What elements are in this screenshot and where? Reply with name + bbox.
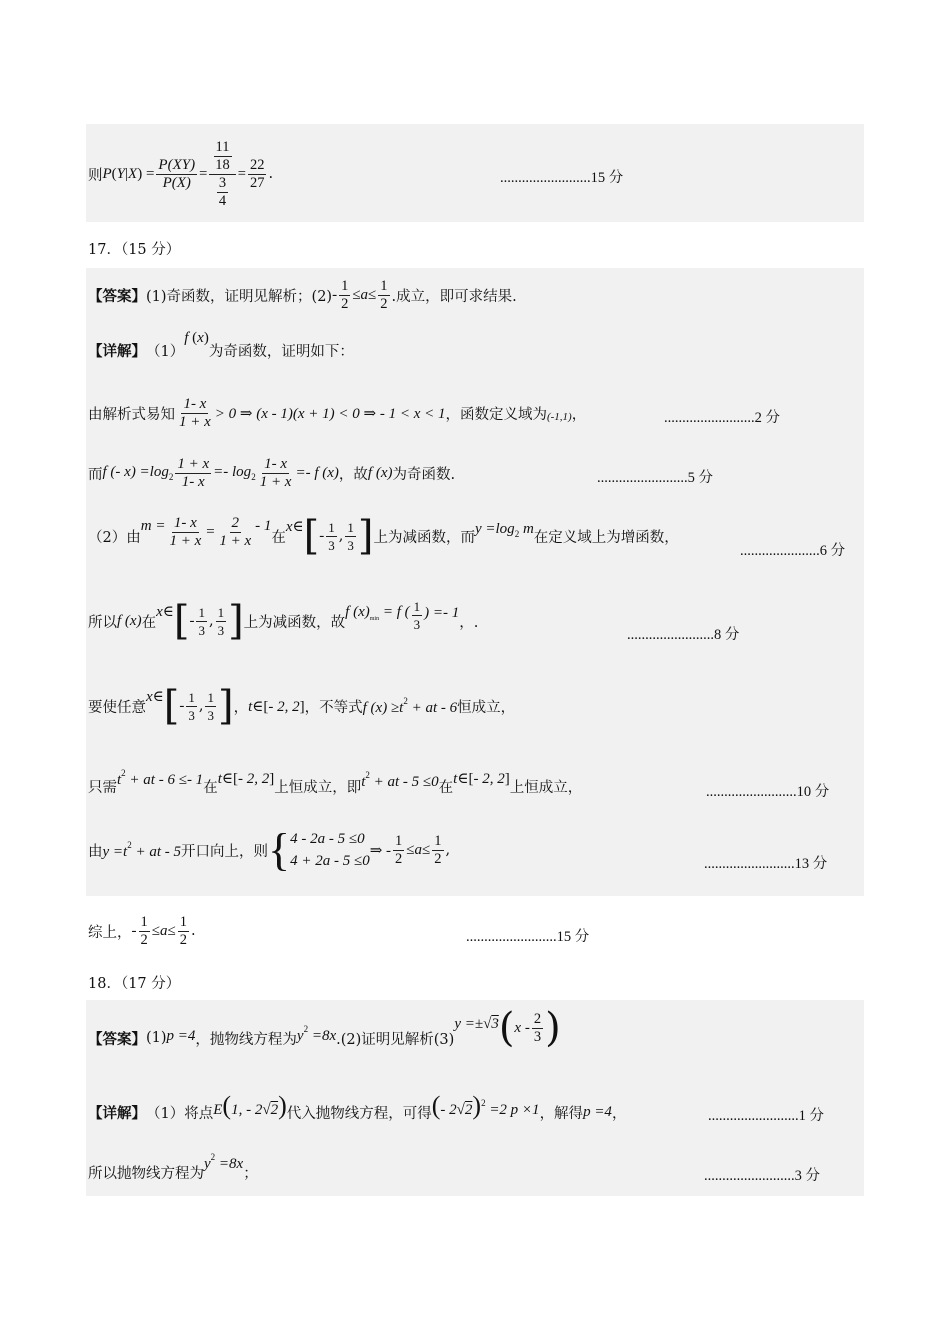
q17-score-8: ........................8 分 xyxy=(627,627,740,643)
q18-detail-line: 【详解】 （1）将点 E(1, - 2√2) 代入抛物线方程，可得 (- 2√2)$^2$ =2 p ×1 ，解得 p =4 ， xyxy=(88,1091,627,1122)
top-prefix: 则 xyxy=(88,167,103,184)
top-score: .........................15 分 xyxy=(500,170,624,186)
top-formula-line: 则 P(Y|X) = $\frac{P(XY)}{P(X)}$ = $\frac{\frac{11}{18}}{\frac{3}{4}}$ = $\frac{22}{27}$ . xyxy=(88,138,274,209)
q17-summary-line: 综上， - $\frac{1}{2}$ ≤a≤ $\frac{1}{2}$ . xyxy=(88,913,196,948)
q18-header: 18．（17 分） xyxy=(88,976,181,992)
q17-condition-line: 要使任意 x∈ [ - $\frac{1}{3}$ , $\frac{1}{3}$ ] ， t∈[- 2, 2] ，不等式 f $(x) \ge t^2$ + at - 6 恒成立， xyxy=(88,683,516,729)
q17-odd-line: 而 f (- $x) =\log_2$ $\frac{1 + x}{1- x}$ =- $\log_2$ $\frac{1- x}{1 + x}$ =- f (x) ，故 f (x) 为奇函数. xyxy=(88,455,456,490)
q17-score-15: .........................15 分 xyxy=(466,929,590,945)
top-compound-frac: $\frac{\frac{11}{18}}{\frac{3}{4}}$ xyxy=(209,139,236,210)
q17-min-line: 所以 f (x) 在 x∈ [ - $\frac{1}{3}$ , $\frac{1}{3}$ ] 上为减函数，故 f $(x)_{min} = f$ ( $\frac{1}{3}$ ) =- 1 ，. xyxy=(88,598,479,644)
q17-system-line: 由 $y =t^2$ + at - 5 开口向上，则 { 4 - 2a - 5 ≤0 4 + 2a - 5 ≤0 ⇒ - $\frac{1}{2}$ ≤a≤ $\frac{1}{2}$ , xyxy=(88,824,451,875)
q17-domain-line: 由解析式易知 $\frac{1- x}{1 + x}$ > 0 ⇒ (x - 1)(x + 1) < 0 ⇒ - 1 < x < 1 ，函数定义域为 (-1,1) ， xyxy=(88,395,587,430)
q17-header: 17．（15 分） xyxy=(88,242,181,258)
q18-score-3: .........................3 分 xyxy=(704,1168,820,1184)
q18-answer-line: 【答案】 (1) p =4 ，抛物线方程为 $y^2 =8x$ .(2)证明见解析(3) y =±√3 ( x - $\frac{2}{3}$ ) xyxy=(88,1005,561,1051)
inequality-system: { 4 - 2a - 5 ≤0 4 + 2a - 5 ≤0 xyxy=(268,824,370,875)
q17-detail-line: 【详解】 （1） f (x) 为奇函数，证明如下： xyxy=(88,329,354,360)
q17-monotone-line: （2）由 m = $\frac{1- x}{1 + x}$ = $\frac{2}{1 + x}$ - 1 在 x∈ [ - $\frac{1}{3}$ , $\frac{1}{3}$ ] 上为减函数，而 $y =\log_2$ m 在定义域上为增函数， xyxy=(88,513,679,559)
q18-parabola-line: 所以抛物线方程为 $y^2 =8x$ ； xyxy=(88,1151,258,1182)
q17-require-line: 只需 $t^2$ + at - 6 ≤- 1 在 t∈[- 2, 2] 上恒成立，即 $t^2$ + at - 5 ≤0 在 t∈[- 2, 2] 上恒成立， xyxy=(88,767,583,796)
q18-score-1: .........................1 分 xyxy=(708,1108,824,1124)
q17-score-6: ......................6 分 xyxy=(740,543,846,559)
q17-score-10: .........................10 分 xyxy=(706,784,830,800)
q17-score-13: .........................13 分 xyxy=(704,856,828,872)
top-frac1: $\frac{P(XY)}{P(X)}$ xyxy=(158,156,196,191)
q17-score-5: .........................5 分 xyxy=(597,470,713,486)
top-result-frac: $\frac{22}{27}$ xyxy=(249,156,265,191)
q17-answer-line: 【答案】 (1)奇函数，证明见解析；(2) - $\frac{1}{2}$ ≤a≤ $\frac{1}{2}$ .成立，即可求结果. xyxy=(88,277,517,312)
q17-score-2: .........................2 分 xyxy=(664,410,780,426)
top-lhs: P(Y|X) = xyxy=(102,165,155,182)
